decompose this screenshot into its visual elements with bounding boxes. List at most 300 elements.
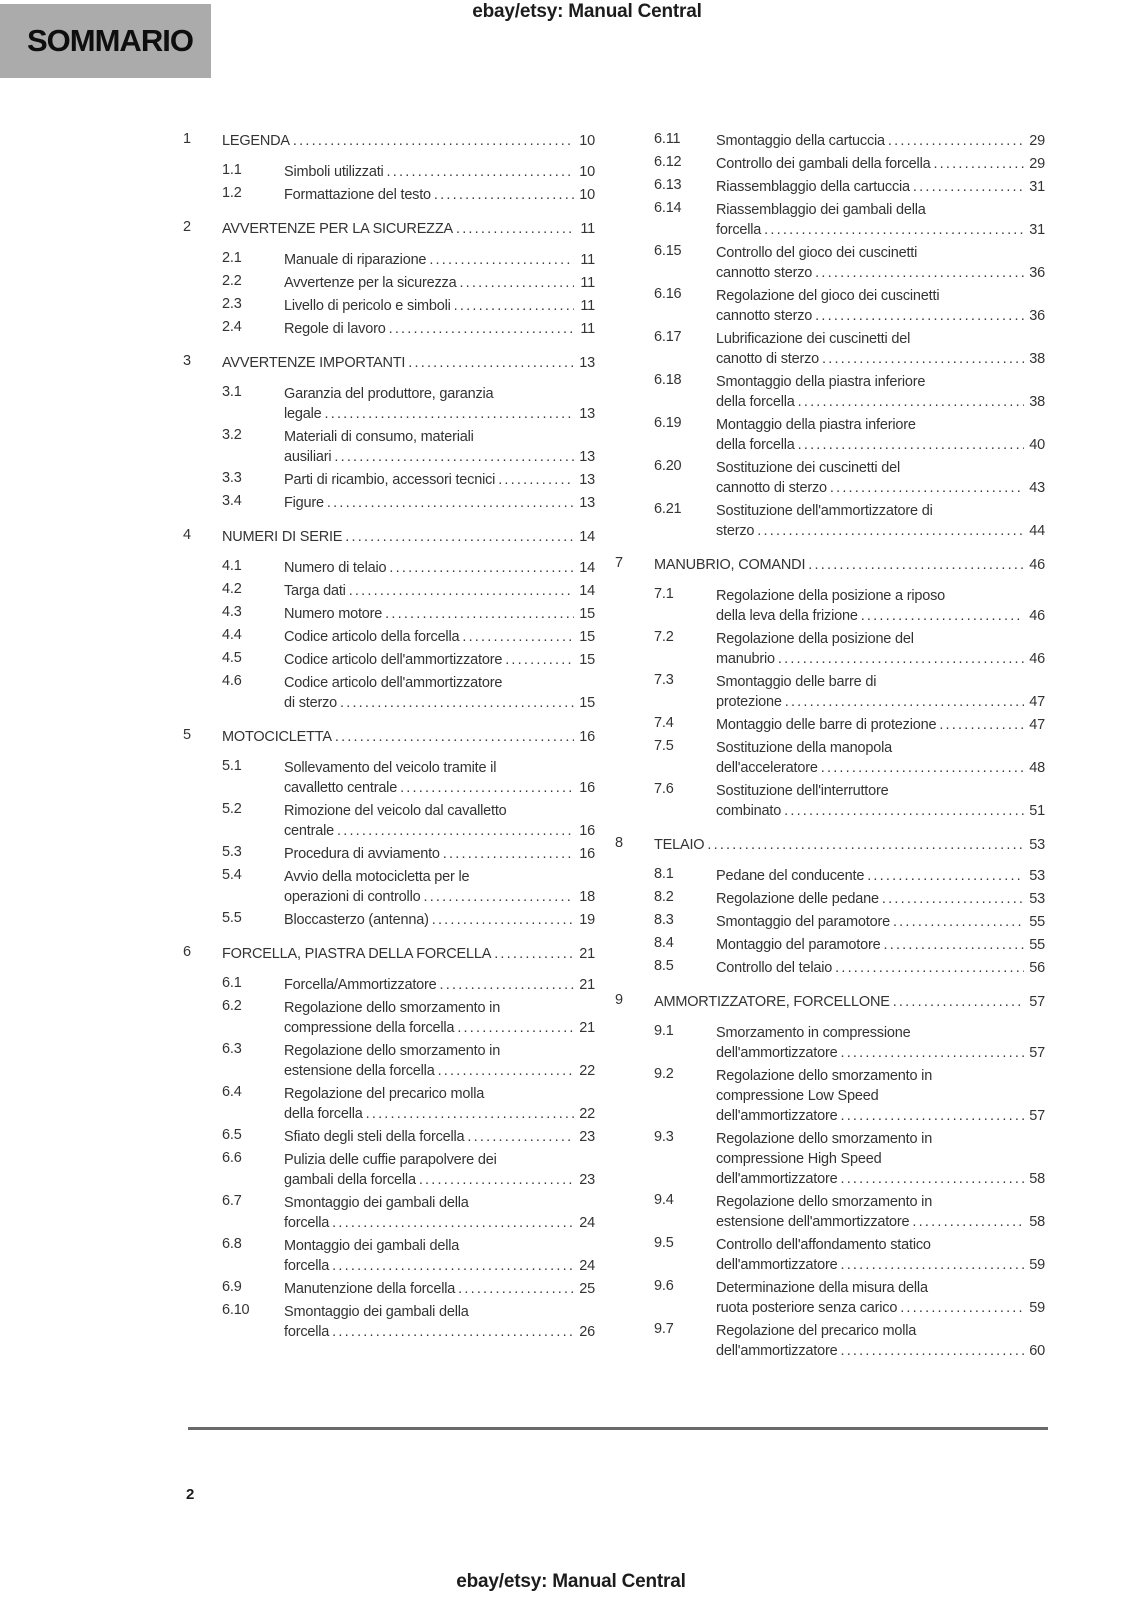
toc-entry-number: 6.3 [222,1041,242,1057]
toc-sub-entry [615,286,1045,326]
toc-sub-entry [615,912,1045,932]
toc-entry-page: 38 [1029,351,1045,367]
toc-section-entry [183,944,595,964]
toc-entry-number: 6.11 [654,131,681,147]
toc-sub-entry [615,501,1045,541]
toc-sub-entry [183,650,595,670]
toc-entry-page: 13 [579,495,595,511]
toc-entry-number: 9.1 [654,1023,674,1039]
toc-entry-page: 21 [579,1020,595,1036]
dot-leader [385,604,574,624]
toc-sub-entry [615,1321,1045,1361]
toc-sub-entry [183,801,595,841]
toc-entry-number: 1 [183,131,191,147]
toc-entry-title-line: Codice articolo dell'ammortizzatore [284,675,503,691]
toc-sub-entry [615,1278,1045,1318]
toc-entry-number: 7.4 [654,715,674,731]
toc-entry-title: Simboli utilizzati [284,164,384,180]
toc-entry-page: 40 [1029,437,1045,453]
toc-entry-page: 29 [1029,133,1045,149]
toc-entry-title: forcella [716,222,762,238]
toc-section-entry [183,219,595,239]
toc-sub-entry [615,1192,1045,1232]
toc-entry-page: 26 [579,1324,595,1340]
toc-entry-title-line: Avvio della motocicletta per le [284,869,470,885]
toc-sub-entry [615,177,1045,197]
toc-entry-page: 29 [1029,156,1045,172]
toc-entry-page: 13 [579,355,595,371]
toc-entry-page: 48 [1029,760,1045,776]
toc-entry-title-line: Smontaggio delle barre di [716,674,877,690]
dot-leader [867,866,1024,886]
toc-entry-title: operazioni di controllo [284,889,421,905]
toc-entry-number: 9.5 [654,1235,674,1251]
toc-entry-title: AVVERTENZE IMPORTANTI [222,355,406,371]
toc-entry-title: della forcella [716,437,795,453]
toc-entry-page: 59 [1029,1300,1045,1316]
dot-leader [332,1322,574,1342]
toc-entry-number: 8.2 [654,889,674,905]
dot-leader [840,1169,1024,1189]
toc-entry-title: Montaggio delle barre di protezione [716,717,937,733]
toc-entry-title-line: Regolazione del gioco dei cuscinetti [716,288,940,304]
dot-leader [454,296,574,316]
toc-sub-entry [183,558,595,578]
toc-entry-title: Numero motore [284,606,383,622]
toc-entry-title: della forcella [284,1106,363,1122]
toc-entry-title: Procedura di avviamento [284,846,440,862]
toc-entry-title-line: Sostituzione della manopola [716,740,892,756]
dot-leader [893,992,1024,1012]
toc-entry-page: 11 [580,275,595,291]
dot-leader [815,263,1024,283]
toc-entry-page: 57 [1029,1108,1045,1124]
dot-leader [893,912,1024,932]
toc-entry-title-line: Pulizia delle cuffie parapolvere dei [284,1152,497,1168]
toc-entry-number: 7.5 [654,738,674,754]
toc-entry-title-line: Regolazione dello smorzamento in [284,1000,501,1016]
dot-leader [785,692,1024,712]
toc-entry-number: 9.3 [654,1129,674,1145]
toc-entry-page: 31 [1029,222,1045,238]
toc-entry-title-line: Rimozione del veicolo dal cavalletto [284,803,507,819]
toc-entry-page: 21 [579,977,595,993]
toc-entry-number: 6.20 [654,458,682,474]
toc-entry-title-line: Smorzamento in compressione [716,1025,911,1041]
toc-sub-entry [183,1279,595,1299]
toc-entry-title: AVVERTENZE PER LA SICUREZZA [222,221,453,237]
toc-entry-title: Pedane del conducente [716,868,865,884]
toc-entry-number: 4.3 [222,604,242,620]
toc-sub-entry [183,1084,595,1124]
toc-entry-title-line: Controllo del gioco dei cuscinetti [716,245,918,261]
toc-entry-title-line: Controllo dell'affondamento statico [716,1237,931,1253]
toc-column-right [615,131,1045,1364]
dot-leader [332,1213,574,1233]
toc-entry-title: Targa dati [284,583,346,599]
toc-entry-title: Parti di ricambio, accessori tecnici [284,472,496,488]
toc-sub-entry [615,415,1045,455]
toc-sub-entry [615,866,1045,886]
toc-entry-page: 21 [579,946,595,962]
toc-entry-page: 16 [579,780,595,796]
toc-entry-title: Manuale di riparazione [284,252,427,268]
toc-entry-number: 6.21 [654,501,682,517]
dot-leader [387,162,574,182]
toc-entry-page: 53 [1029,891,1045,907]
toc-entry-number: 5.4 [222,867,242,883]
toc-sub-entry [183,319,595,339]
toc-entry-number: 6.10 [222,1302,250,1318]
toc-sub-entry [615,458,1045,498]
dot-leader [457,1018,574,1038]
toc-entry-number: 8.1 [654,866,674,882]
toc-sub-entry [615,200,1045,240]
toc-entry-page: 59 [1029,1257,1045,1273]
toc-entry-number: 3.4 [222,493,242,509]
toc-entry-page: 14 [579,560,595,576]
toc-entry-title: FORCELLA, PIASTRA DELLA FORCELLA [222,946,492,962]
toc-entry-number: 9.7 [654,1321,674,1337]
toc-sub-entry [183,250,595,270]
toc-entry-page: 53 [1029,868,1045,884]
toc-entry-title: dell'ammortizzatore [716,1045,838,1061]
toc-sub-entry [183,1127,595,1147]
dot-leader [408,353,574,373]
toc-section-entry [615,992,1045,1012]
toc-sub-entry [615,738,1045,778]
toc-entry-number: 7.6 [654,781,674,797]
toc-entry-title: Riassemblaggio della cartuccia [716,179,910,195]
toc-entry-title: Manutenzione della forcella [284,1281,456,1297]
toc-entry-number: 9.4 [654,1192,674,1208]
toc-entry-number: 6.2 [222,998,242,1014]
toc-entry-title: TELAIO [654,837,705,853]
dot-leader [835,958,1024,978]
toc-entry-page: 25 [579,1281,595,1297]
toc-entry-title: Figure [284,495,324,511]
toc-entry-page: 47 [1029,694,1045,710]
dot-leader [840,1106,1024,1126]
toc-entry-title-line: Sostituzione dei cuscinetti del [716,460,901,476]
dot-leader [467,1127,574,1147]
toc-entry-title: cannotto sterzo [716,265,813,281]
sommario-tab [0,4,211,78]
toc-entry-page: 10 [579,164,595,180]
toc-entry-number: 6.15 [654,243,682,259]
toc-sub-entry [615,715,1045,735]
toc-entry-title-line: compressione Low Speed [716,1088,879,1104]
toc-entry-title: Forcella/Ammortizzatore [284,977,437,993]
toc-entry-page: 31 [1029,179,1045,195]
toc-entry-title-line: Smontaggio dei gambali della [284,1195,469,1211]
dot-leader [784,801,1024,821]
toc-sub-entry [183,604,595,624]
toc-entry-page: 56 [1029,960,1045,976]
toc-sub-entry [183,384,595,424]
dot-leader [861,606,1024,626]
toc-entry-title: Montaggio del paramotore [716,937,881,953]
toc-entry-number: 3.3 [222,470,242,486]
toc-entry-page: 11 [580,321,595,337]
toc-entry-title: manubrio [716,651,775,667]
toc-entry-title: protezione [716,694,782,710]
toc-entry-number: 6.12 [654,154,682,170]
toc-entry-title: Sfiato degli steli della forcella [284,1129,465,1145]
toc-entry-page: 57 [1029,1045,1045,1061]
toc-sub-entry [615,243,1045,283]
toc-entry-title: NUMERI DI SERIE [222,529,343,545]
toc-entry-title: ausiliari [284,449,332,465]
toc-entry-page: 18 [579,889,595,905]
dot-leader [840,1341,1024,1361]
toc-entry-title: forcella [284,1258,330,1274]
toc-sub-entry [183,1041,595,1081]
toc-entry-number: 8.4 [654,935,674,951]
toc-entry-title-line: Regolazione del precarico molla [716,1323,917,1339]
toc-entry-number: 5.1 [222,758,242,774]
toc-entry-number: 6.9 [222,1279,242,1295]
toc-entry-title: MANUBRIO, COMANDI [654,557,806,573]
toc-entry-title: Bloccasterzo (antenna) [284,912,429,928]
toc-entry-number: 6.7 [222,1193,242,1209]
toc-entry-title: Avvertenze per la sicurezza [284,275,457,291]
toc-entry-number: 2.4 [222,319,242,335]
toc-sub-entry [183,581,595,601]
toc-entry-title-line: Smontaggio della piastra inferiore [716,374,926,390]
toc-entry-number: 1.2 [222,185,242,201]
toc-section-entry [183,727,595,747]
toc-entry-page: 16 [579,823,595,839]
toc-entry-title: AMMORTIZZATORE, FORCELLONE [654,994,890,1010]
toc-entry-number: 8.5 [654,958,674,974]
toc-sub-entry [183,758,595,798]
toc-section-entry [183,353,595,373]
toc-entry-number: 6.18 [654,372,682,388]
dot-leader [821,758,1024,778]
toc-entry-page: 60 [1029,1343,1045,1359]
toc-entry-number: 3.2 [222,427,242,443]
toc-sub-entry [183,975,595,995]
toc-sub-entry [615,1235,1045,1275]
sommario-tab-label: SOMMARIO [27,23,193,58]
toc-entry-number: 7.1 [654,586,674,602]
dot-leader [325,404,575,424]
toc-entry-title-line: Lubrificazione dei cuscinetti del [716,331,911,347]
dot-leader [438,1061,574,1081]
toc-entry-number: 9 [615,992,623,1008]
footer-divider-rule [188,1427,1048,1430]
toc-entry-number: 3.1 [222,384,242,400]
toc-entry-page: 10 [579,133,595,149]
toc-entry-title: cavalletto centrale [284,780,398,796]
toc-entry-page: 11 [580,221,595,237]
toc-entry-title: LEGENDA [222,133,290,149]
toc-entry-page: 11 [580,298,595,314]
toc-entry-page: 36 [1029,308,1045,324]
toc-entry-title: Smontaggio della cartuccia [716,133,885,149]
dot-leader [440,975,574,995]
toc-sub-entry [615,154,1045,174]
dot-leader [340,693,574,713]
toc-entry-title: della forcella [716,394,795,410]
toc-entry-title: estensione dell'ammortizzatore [716,1214,910,1230]
dot-leader [815,306,1024,326]
toc-entry-number: 1.1 [222,162,242,178]
toc-entry-number: 7.2 [654,629,674,645]
toc-sub-entry [183,427,595,467]
toc-entry-title-line: Regolazione dello smorzamento in [716,1194,933,1210]
dot-leader [778,649,1024,669]
toc-entry-page: 47 [1029,717,1045,733]
toc-entry-number: 4.4 [222,627,242,643]
toc-sub-entry [615,672,1045,712]
toc-entry-title: dell'acceleratore [716,760,818,776]
toc-entry-page: 58 [1029,1171,1045,1187]
toc-entry-page: 38 [1029,394,1045,410]
toc-entry-number: 6.8 [222,1236,242,1252]
toc-sub-entry [183,867,595,907]
toc-entry-title: dell'ammortizzatore [716,1257,838,1273]
toc-entry-page: 22 [579,1063,595,1079]
toc-entry-number: 6 [183,944,191,960]
toc-entry-page: 14 [579,529,595,545]
dot-leader [429,250,574,270]
dot-leader [345,527,574,547]
toc-entry-title: Smontaggio del paramotore [716,914,890,930]
toc-sub-entry [615,372,1045,412]
toc-sub-entry [183,1150,595,1190]
toc-entry-title: di sterzo [284,695,337,711]
toc-entry-page: 24 [579,1258,595,1274]
toc-entry-title-line: Regolazione della posizione del [716,631,914,647]
toc-entry-title: forcella [284,1215,330,1231]
toc-sub-entry [615,131,1045,151]
toc-entry-title: Controllo del telaio [716,960,833,976]
toc-entry-title: Codice articolo della forcella [284,629,460,645]
toc-entry-page: 46 [1029,608,1045,624]
toc-sub-entry [183,493,595,513]
toc-section-entry [183,527,595,547]
toc-entry-number: 9.6 [654,1278,674,1294]
toc-entry-title-line: Sostituzione dell'interruttore [716,783,889,799]
toc-entry-title: MOTOCICLETTA [222,729,332,745]
dot-leader [334,447,574,467]
toc-sub-entry [615,1129,1045,1189]
toc-entry-number: 4.1 [222,558,242,574]
toc-entry-title-line: Materiali di consumo, materiali [284,429,474,445]
dot-leader [913,177,1024,197]
dot-leader [366,1104,574,1124]
toc-entry-title-line: Regolazione dello smorzamento in [716,1068,933,1084]
dot-leader [822,349,1024,369]
toc-sub-entry [183,185,595,205]
dot-leader [900,1298,1024,1318]
toc-entry-number: 6.13 [654,177,682,193]
toc-sub-entry [183,296,595,316]
toc-entry-page: 14 [579,583,595,599]
toc-entry-number: 2 [183,219,191,235]
toc-entry-number: 6.6 [222,1150,242,1166]
toc-entry-number: 8.3 [654,912,674,928]
dot-leader [498,470,574,490]
toc-entry-title: dell'ammortizzatore [716,1171,838,1187]
toc-entry-page: 15 [579,629,595,645]
toc-entry-page: 44 [1029,523,1045,539]
toc-sub-entry [183,1236,595,1276]
toc-entry-number: 7.3 [654,672,674,688]
toc-entry-page: 15 [579,652,595,668]
toc-entry-number: 6.5 [222,1127,242,1143]
toc-entry-page: 16 [579,846,595,862]
toc-entry-title-line: Determinazione della misura della [716,1280,928,1296]
toc-sub-entry [615,958,1045,978]
toc-sub-entry [615,586,1045,626]
toc-entry-title-line: Montaggio dei gambali della [284,1238,460,1254]
toc-entry-number: 4.5 [222,650,242,666]
toc-entry-page: 10 [579,187,595,203]
toc-entry-title-line: Regolazione del precarico molla [284,1086,485,1102]
toc-entry-page: 19 [579,912,595,928]
dot-leader [939,715,1024,735]
toc-entry-title: canotto di sterzo [716,351,819,367]
toc-entry-page: 46 [1029,651,1045,667]
dot-leader [419,1170,574,1190]
toc-entry-title: Formattazione del testo [284,187,431,203]
toc-entry-title: gambali della forcella [284,1172,416,1188]
toc-entry-title-line: Garanzia del produttore, garanzia [284,386,494,402]
toc-entry-title-line: Regolazione dello smorzamento in [284,1043,501,1059]
toc-entry-title: forcella [284,1324,330,1340]
dot-leader [423,887,574,907]
toc-sub-entry [615,889,1045,909]
dot-leader [840,1043,1024,1063]
toc-entry-page: 15 [579,695,595,711]
page-number: 2 [186,1486,195,1503]
toc-entry-title: sterzo [716,523,755,539]
toc-entry-number: 8 [615,835,623,851]
toc-entry-number: 6.14 [654,200,682,216]
toc-sub-entry [183,162,595,182]
toc-entry-number: 4.2 [222,581,242,597]
toc-entry-page: 51 [1029,803,1045,819]
toc-entry-number: 5 [183,727,191,743]
toc-section-entry [183,131,595,151]
toc-sub-entry [615,935,1045,955]
toc-entry-title: della leva della frizione [716,608,858,624]
dot-leader [400,778,574,798]
toc-entry-page: 58 [1029,1214,1045,1230]
toc-entry-number: 6.16 [654,286,682,302]
dot-leader [808,555,1024,575]
toc-sub-entry [183,1302,595,1342]
toc-entry-title: compressione della forcella [284,1020,455,1036]
toc-entry-title: combinato [716,803,782,819]
toc-entry-number: 5.5 [222,910,242,926]
toc-entry-title: Regole di lavoro [284,321,386,337]
dot-leader [349,581,574,601]
dot-leader [798,392,1024,412]
toc-sub-entry [615,329,1045,369]
toc-entry-number: 2.2 [222,273,242,289]
toc-entry-page: 43 [1029,480,1045,496]
toc-entry-title: cannotto di sterzo [716,480,827,496]
toc-entry-number: 4.6 [222,673,242,689]
dot-leader [830,478,1024,498]
dot-leader [757,521,1024,541]
dot-leader [293,131,574,151]
dot-leader [456,219,574,239]
